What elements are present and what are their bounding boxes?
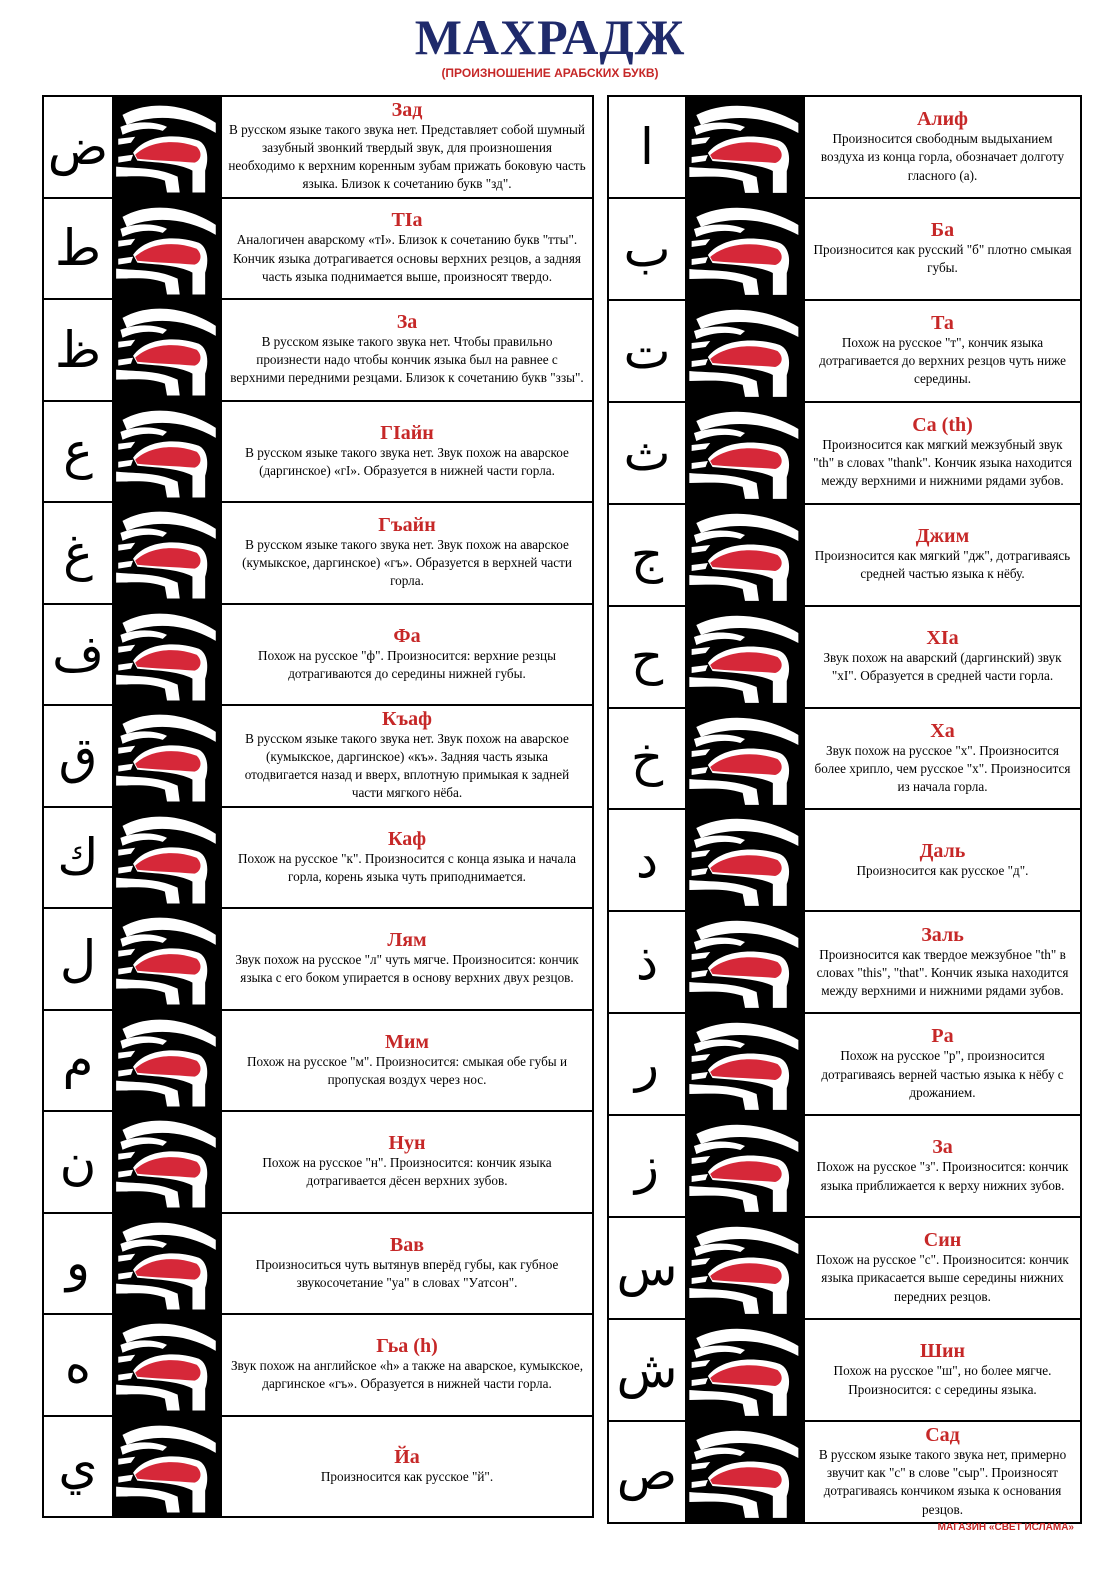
articulation-illustration [114,808,222,908]
page-subtitle: (ПРОИЗНОШЕНИЕ АРАБСКИХ БУКВ) [441,66,659,80]
articulation-illustration [114,199,222,299]
letter-description [222,503,592,603]
letter-row [609,1116,1080,1218]
mouth-diagram [687,403,803,503]
articulation-illustration [687,301,805,401]
arabic-letter: ا [609,97,687,197]
mouth-diagram [114,1214,220,1314]
articulation-illustration [687,1320,805,1420]
mouth-diagram [687,505,803,605]
header [0,9,1100,80]
mouth-diagram [114,808,220,908]
letter-description [805,1218,1080,1318]
letter-name: Та [931,311,954,334]
mouth-diagram [687,199,803,299]
arabic-letter: ك [44,808,114,908]
articulation-illustration [114,1417,222,1517]
letter-name: Даль [919,839,966,862]
letter-description [805,97,1080,197]
arabic-letter: ن [44,1112,114,1212]
pronunciation-text: В русском языке такого звука нет. Представляет собой шумный зазубный звонкий твердый звук, для произношения необходимо к верхним коренным зубам прижать боковую часть языка. Близок к сочетанию букв "зд". [228,121,586,192]
mouth-diagram [687,1320,803,1420]
articulation-illustration [687,709,805,809]
arabic-letter: ش [609,1320,687,1420]
letter-description [222,300,592,400]
letter-row [44,909,592,1011]
pronunciation-text: В русском языке такого звука нет, примерно звучит как "с" в слове "сыр". Произносят дотрагиваясь кончиком языка к основания резцов. [818,1447,1067,1517]
letter-description [222,199,592,299]
pronunciation-text: В русском языке такого звука нет. Звук похож на аварское (даргинское) «гI». Образуется в нижней части горла. [245,444,569,478]
mouth-diagram [687,912,803,1012]
articulation-illustration [114,1315,222,1415]
arabic-letter: و [44,1214,114,1314]
letter-row [609,1422,1080,1522]
arabic-letter: ت [609,301,687,401]
articulation-illustration [687,810,805,910]
mouth-diagram [114,605,220,705]
letter-name: Йа [394,1445,420,1468]
arabic-letter: د [609,810,687,910]
mouth-diagram [114,300,220,400]
letter-row [609,1320,1080,1422]
letter-row [44,97,592,199]
letter-row [44,402,592,504]
letter-description [805,607,1080,707]
arabic-letter: خ [609,709,687,809]
arabic-letter: غ [44,503,114,603]
letter-name: Лям [387,929,427,952]
store-footer: МАГАЗИН «СВЕТ ИСЛАМА» [937,1522,1074,1533]
arabic-letter: ص [609,1422,687,1522]
arabic-letter: س [609,1218,687,1318]
articulation-illustration [114,300,222,400]
letter-name: За [932,1136,953,1159]
letter-description [805,301,1080,401]
pronunciation-text: Похож на русское "з". Произносится: кончик языка приближается к верху нижних зубов. [816,1159,1069,1193]
articulation-illustration [687,403,805,503]
letter-name: Ба [930,219,955,242]
pronunciation-text: Произносится свободным выдыханием воздуха из конца горла, обозначает долготу гласного (а). [820,131,1065,183]
letter-row [44,605,592,707]
pronunciation-text: Похож на русское "м". Произносится: смыкая обе губы и пропуская воздух через нос. [246,1053,567,1087]
articulation-illustration [687,97,805,197]
articulation-illustration [687,912,805,1012]
mouth-diagram [687,301,803,401]
letter-row [44,1112,592,1214]
letter-description [805,1116,1080,1216]
articulation-illustration [114,909,222,1009]
pronunciation-text: В русском языке такого звука нет. Звук похож на аварское (кумыкское, даргинское) «гъ». Образуется в верхней части горла. [242,536,572,589]
articulation-illustration [687,505,805,605]
arabic-letter: ق [44,706,114,806]
page-title: МАХРАДЖ [414,9,686,65]
pronunciation-text: Звук похож на русское "л" чуть мягче. Произносится: кончик языка с его боком упирается в основу верхних двух резцов. [235,952,579,986]
mouth-diagram [114,199,220,299]
articulation-illustration [114,97,222,197]
pronunciation-text: Аналогичен аварскому «тI». Близок к сочетанию букв "тты". Кончик языка дотрагивается основы верхних резцов, а задняя часть языка поднимается выше, произносят твердо. [233,232,581,284]
articulation-illustration [687,1116,805,1216]
pronunciation-text: Произносится как русское "д". [856,862,1029,878]
letter-description [222,402,592,502]
letter-row [609,199,1080,301]
pronunciation-text: Похож на русское "н". Произносится: кончик языка дотрагивается дёсен верхних зубов. [262,1155,552,1189]
pronunciation-text: Звук похож на английское «h» а также на аварское, кумыкское, даргинское «гъ». Образуется в нижней части горла. [230,1358,584,1392]
letter-row [44,706,592,808]
letter-name: Гъайн [378,513,436,536]
letter-row [44,503,592,605]
letter-description [805,709,1080,809]
letter-name: Син [923,1229,962,1252]
letter-row [609,607,1080,709]
articulation-illustration [114,503,222,603]
arabic-letter: ط [44,199,114,299]
letter-row [609,1014,1080,1116]
letter-description [222,605,592,705]
letter-name: Вав [389,1233,425,1256]
mouth-diagram [687,97,803,197]
mouth-diagram [114,1112,220,1212]
pronunciation-text: Произносится как русское "й". [320,1468,494,1484]
mouth-diagram [687,810,803,910]
letter-description [805,810,1080,910]
letter-description [222,808,592,908]
mouth-diagram [114,97,220,197]
letter-name: Заль [921,923,964,946]
mouth-diagram [114,909,220,1009]
pronunciation-text: Произносится как твердое межзубное "th" в словах "this", "that". Кончик языка находится между верхними и нижними рядами зубов. [816,946,1069,998]
arabic-letter: ج [609,505,687,605]
mouth-diagram [687,1014,803,1114]
letter-description [805,403,1080,503]
mouth-diagram [114,503,220,603]
pronunciation-text: Произносится как мягкий межзубный звук "th" в словах "thank". Кончик языка находится между верхними и нижними рядами зубов. [813,436,1072,489]
arabic-letter: ي [44,1417,114,1517]
letter-name: Шин [919,1340,965,1363]
mouth-diagram [114,1417,220,1517]
letter-name: Джим [915,524,970,547]
letter-row [609,403,1080,505]
pronunciation-text: Звук похож на русское "х". Произносится более хрипло, чем русское "х". Произносится из начала горла. [814,742,1071,795]
letter-name: Зад [391,98,423,121]
pronunciation-text: Похож на русское "ф". Произносится: верхние резцы дотрагиваются до середины нижней губы. [258,647,556,681]
letter-description [222,909,592,1009]
pronunciation-text: Похож на русское "к". Произносится с конца языка и начала горла, корень языка чуть приподнимается. [238,850,576,884]
letter-row [44,300,592,402]
pronunciation-text: Произноситься чуть вытянув вперёд губы, как губное звукосочетание "уа" в словах "Уатсон". [255,1256,559,1290]
mouth-diagram [114,706,220,806]
letter-description [222,1112,592,1212]
mouth-diagram [687,607,803,707]
letter-description [805,1320,1080,1420]
articulation-illustration [687,1422,805,1522]
arabic-letter: ه [44,1315,114,1415]
mouth-diagram [687,709,803,809]
articulation-illustration [687,607,805,707]
letter-name: Мим [384,1030,430,1053]
letter-row [609,301,1080,403]
letter-description [222,1214,592,1314]
articulation-illustration [114,1214,222,1314]
letter-name: Алиф [916,108,969,131]
letter-name: Са (th) [912,413,973,436]
letter-name: За [396,310,418,333]
letter-row [44,199,592,301]
articulation-illustration [114,1011,222,1111]
pronunciation-text: В русском языке такого звука нет. Звук похож на аварское (кумыкское, даргинское) «къ». Задняя часть языка отодвигается назад и вверх, вплотную примыкая к задней части мягкого нёба. [244,730,570,801]
letter-row [44,1417,592,1517]
mouth-diagram [687,1116,803,1216]
arabic-letter: ر [609,1014,687,1114]
letter-name: Гьа (h) [376,1335,438,1358]
arabic-letter: ح [609,607,687,707]
letter-description [805,912,1080,1012]
letter-name: Сад [925,1424,960,1446]
letter-name: Фа [393,624,421,647]
letter-row [44,1315,592,1417]
pronunciation-text: Произносится как мягкий "дж", дотрагиваясь средней частью языка к нёбу. [814,547,1071,582]
articulation-illustration [114,706,222,806]
letter-row [44,808,592,910]
letter-row [609,1218,1080,1320]
arabic-letter: ع [44,402,114,502]
articulation-illustration [687,1014,805,1114]
articulation-illustration [687,1218,805,1318]
articulation-illustration [114,605,222,705]
pronunciation-text: В русском языке такого звука нет. Чтобы правильно произнести надо чтобы кончик языка был на равнее с верхними передними резцами. Близок к сочетанию букв "ззы". [230,333,584,386]
letter-row [44,1214,592,1316]
letter-description [805,1422,1080,1522]
arabic-letter: ز [609,1116,687,1216]
pronunciation-text: Похож на русское "р", произносится дотрагиваясь верней частью языка к нёбу с дрожанием. [821,1048,1064,1100]
letter-name: ТIа [391,209,423,232]
arabic-letter: ظ [44,300,114,400]
arabic-letter: م [44,1011,114,1111]
letter-name: Къаф [382,707,432,730]
pronunciation-text: Похож на русское "т", кончик языка дотрагивается до верхних резцов чуть ниже середины. [819,334,1066,387]
arabic-letter: ذ [609,912,687,1012]
mouth-diagram [114,1315,220,1415]
arabic-letter: ف [44,605,114,705]
articulation-illustration [114,1112,222,1212]
pronunciation-text: Звук похож на аварский (даргинский) звук "хI". Образуется в средней части горла. [823,649,1062,684]
pronunciation-text: Похож на русское "с". Произносится: кончик языка прикасается выше середины нижних передних резцов. [816,1252,1069,1304]
articulation-illustration [687,199,805,299]
right-letters-column [607,95,1082,1524]
letter-description [805,505,1080,605]
letter-description [805,1014,1080,1114]
arabic-letter: ب [609,199,687,299]
mouth-diagram [687,1422,803,1522]
letter-description [805,199,1080,299]
letter-row [609,709,1080,811]
mouth-diagram [114,1011,220,1111]
pronunciation-text: Похож на русское "ш", но более мягче. Произносится: с середины языка. [833,1363,1052,1397]
letter-description [222,97,592,197]
letter-description [222,1011,592,1111]
letter-description [222,706,592,806]
letter-row [609,810,1080,912]
letter-row [609,97,1080,199]
left-letters-column [42,95,594,1518]
letter-name: Каф [387,827,427,850]
pronunciation-text: Произносится как русский "б" плотно смыкая губы. [813,242,1072,276]
mouth-diagram [687,1218,803,1318]
letter-description [222,1417,592,1517]
arabic-letter: ل [44,909,114,1009]
arabic-letter: ض [44,97,114,197]
letter-row [609,912,1080,1014]
letter-name: Нун [388,1132,426,1155]
letter-description [222,1315,592,1415]
articulation-illustration [114,402,222,502]
letter-name: Ха [930,719,955,742]
mouth-diagram [114,402,220,502]
letter-row [609,505,1080,607]
letter-row [44,1011,592,1113]
letter-name: ХIа [926,626,959,649]
letter-name: Ра [931,1025,954,1048]
arabic-letter: ث [609,403,687,503]
letter-name: ГIайн [380,421,434,444]
